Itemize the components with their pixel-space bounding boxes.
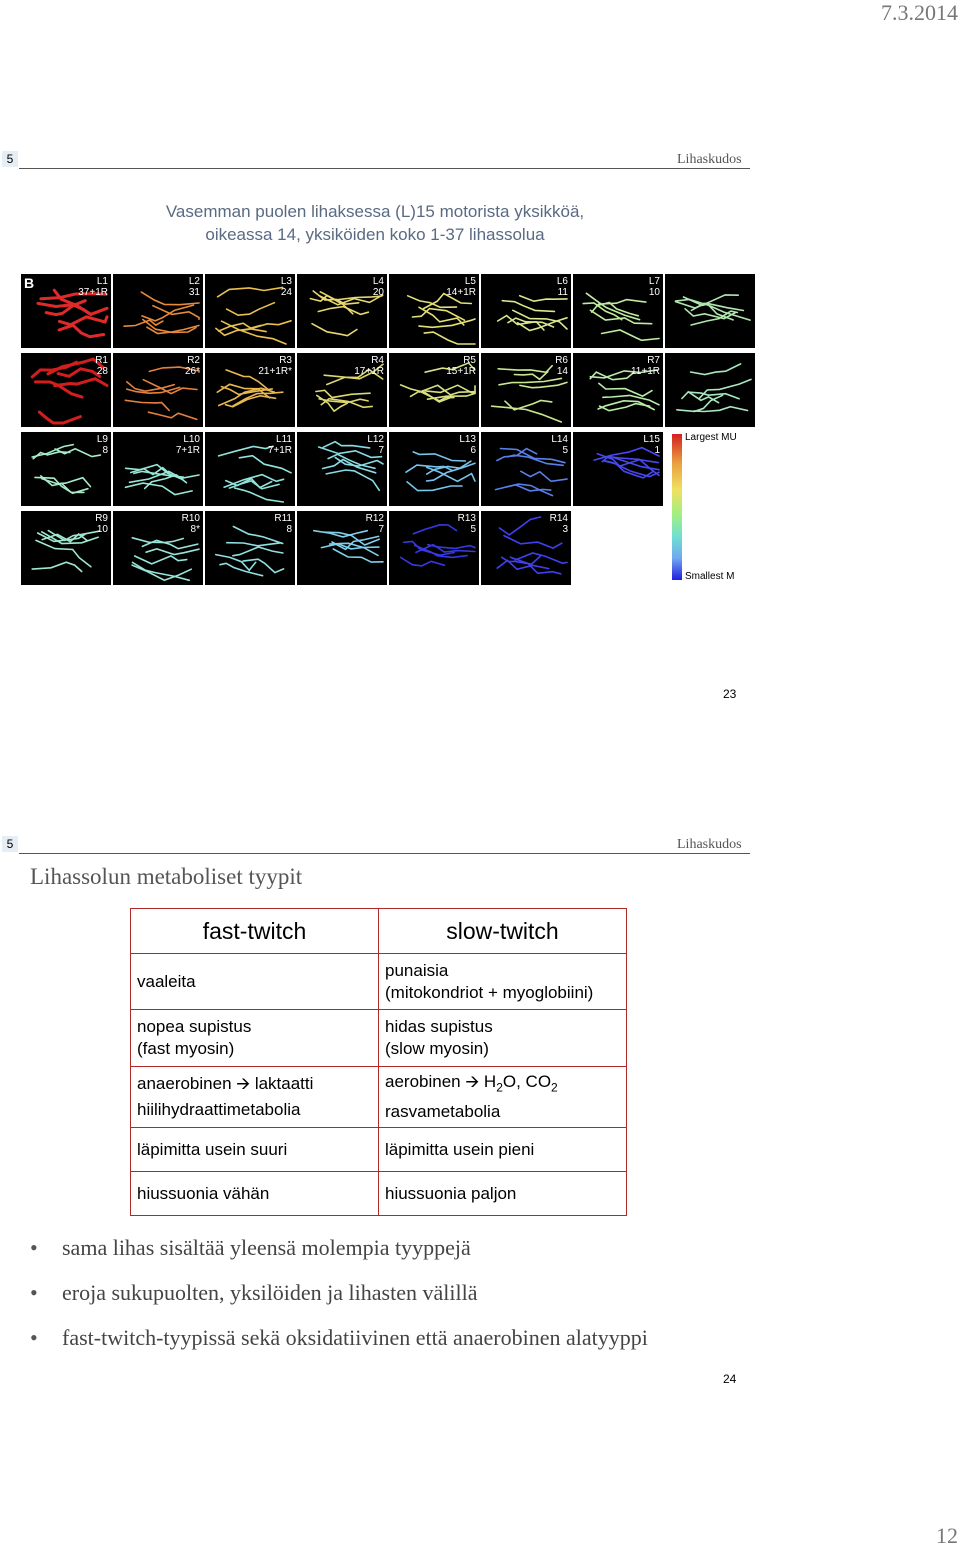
- motor-unit-panel: [297, 353, 387, 427]
- table-cell: [379, 1067, 627, 1128]
- motor-unit-panel: [113, 274, 203, 348]
- panel-label: R7 11+1R: [630, 355, 660, 377]
- table-row: [131, 1067, 627, 1128]
- slide-title: Lihassolun metaboliset tyypit: [30, 864, 303, 889]
- motor-unit-panel: [573, 274, 663, 348]
- motor-unit-branch: [502, 301, 554, 312]
- motor-unit-panel: [205, 353, 295, 427]
- bullet-text: sama lihas sisältää yleensä molempia tyyppejä: [62, 1235, 471, 1260]
- slide-footer-number: 24: [723, 1372, 737, 1386]
- slide-header-label: Lihaskudos: [677, 152, 742, 167]
- formula-text: O, CO: [502, 1072, 552, 1092]
- table-cell: [379, 1010, 627, 1067]
- motor-unit-branch: [143, 380, 197, 394]
- motor-unit-branch: [59, 325, 104, 337]
- motor-unit-panel: [205, 432, 295, 506]
- column-header-fast: fast-twitch: [131, 909, 379, 954]
- panel-label: R13 5: [457, 513, 476, 535]
- panel-label: L9 8: [96, 434, 108, 456]
- cell-text: hiilihydraattimetabolia: [137, 1100, 301, 1119]
- panel-letter: B: [24, 275, 35, 291]
- cell-text: [137, 1073, 372, 1095]
- motor-unit-branch: [218, 287, 283, 296]
- table-cell: [379, 1128, 627, 1172]
- panel-label: L10 7+1R: [175, 434, 200, 456]
- motor-unit-panel: [205, 511, 295, 585]
- cell-text: rasvametabolia: [385, 1101, 501, 1121]
- motor-unit-branch: [126, 483, 193, 495]
- panel-label: R12 7: [365, 513, 384, 535]
- panel-label: L12 7: [367, 434, 384, 456]
- bullet-text: fast-twitch-tyypissä sekä oksidatiivinen että anaerobinen alatyyppi: [62, 1325, 648, 1350]
- bullet-icon: •: [30, 1235, 38, 1260]
- list-item: [30, 1234, 650, 1261]
- cell-text: hiussuonia vähän: [137, 1183, 270, 1203]
- cell-text: aerobinen: [385, 1072, 461, 1092]
- panel-label: R2 26*: [184, 355, 200, 377]
- motor-unit-branch: [599, 383, 652, 396]
- table-cell: [131, 954, 379, 1010]
- motor-unit-branch: [401, 558, 445, 566]
- motor-unit-panel: [481, 432, 571, 506]
- figure-caption: [110, 200, 640, 246]
- motor-unit-panel: [389, 353, 479, 427]
- formula-subscript: 2: [551, 1080, 558, 1095]
- motor-unit-panel: [573, 353, 663, 427]
- cell-text: vaaleita: [137, 971, 196, 991]
- motor-unit-panel: [113, 353, 203, 427]
- cell-text: hidas supistus: [385, 1017, 493, 1036]
- cell-text: (fast myosin): [137, 1039, 235, 1058]
- colorbar-top-label: Largest MU: [685, 432, 737, 443]
- cell-text: (mitokondriot + myoglobiini): [385, 982, 594, 1002]
- panel-label: R1 28: [95, 355, 108, 377]
- motor-unit-panel: [113, 432, 203, 506]
- panel-label: R6 14: [555, 355, 568, 377]
- cell-text: punaisia: [385, 960, 449, 980]
- motor-unit-branch: [220, 563, 263, 575]
- panel-label: L14 5: [551, 434, 568, 456]
- motor-unit-branch: [316, 390, 370, 397]
- motor-unit-branch: [407, 482, 462, 491]
- motor-unit-branch-drawing: [665, 274, 755, 348]
- motor-unit-branch: [492, 406, 562, 422]
- motor-unit-branch: [691, 311, 737, 325]
- motor-unit-branch: [148, 412, 196, 419]
- table-row: [131, 1010, 627, 1067]
- slide-number: 5: [2, 151, 18, 167]
- motor-unit-branch: [676, 299, 734, 320]
- slide-header-rule: [19, 168, 750, 169]
- motor-unit-branch: [504, 536, 562, 549]
- cell-text: nopea supistus: [137, 1017, 252, 1036]
- list-item: [30, 1279, 650, 1306]
- cell-text: [385, 1071, 620, 1098]
- motor-unit-branch: [219, 446, 274, 456]
- motor-unit-branch: [326, 470, 379, 490]
- bullet-icon: •: [30, 1325, 38, 1350]
- motor-unit-branch: [684, 297, 744, 311]
- panel-label: L5 14+1R: [446, 276, 476, 298]
- motor-unit-panel: [389, 274, 479, 348]
- panel-label: L7 10: [648, 276, 660, 298]
- motor-unit-branch: [130, 471, 200, 482]
- motor-unit-branch: [55, 379, 107, 386]
- motor-unit-panel: [21, 432, 111, 506]
- motor-unit-branch: [153, 306, 199, 320]
- cell-text: läpimitta usein pieni: [385, 1139, 535, 1159]
- motor-unit-branch: [39, 412, 80, 423]
- motor-unit-branch: [124, 320, 163, 326]
- motor-unit-branch: [146, 549, 199, 555]
- table-cell: [131, 1010, 379, 1067]
- motor-unit-branch: [499, 378, 561, 384]
- motor-unit-panel: [481, 353, 571, 427]
- motor-unit-branch: [413, 525, 456, 534]
- motor-unit-branch: [498, 366, 552, 373]
- header-date: 7.3.2014: [881, 0, 958, 25]
- motor-unit-branch: [603, 395, 659, 404]
- panel-label: L6 11: [556, 276, 568, 298]
- caption-line: Vasemman puolen lihaksessa (L)15 motorista yksikköä,: [165, 202, 585, 221]
- panel-label: R14 3: [549, 513, 568, 535]
- motor-unit-panel: [389, 432, 479, 506]
- panel-label: R5 15+1R: [446, 355, 476, 377]
- slide-number: 5: [2, 836, 18, 852]
- motor-unit-branch: [233, 547, 283, 556]
- motor-unit-branch: [227, 543, 281, 546]
- motor-unit-branch: [424, 332, 475, 344]
- motor-unit-branch: [590, 310, 651, 323]
- motor-unit-branch: [135, 556, 187, 564]
- list-item: [30, 1324, 650, 1351]
- panel-label: R3 21+1R*: [258, 355, 292, 377]
- table-cell: [379, 954, 627, 1010]
- table-cell: [131, 1128, 379, 1172]
- motor-unit-branch: [314, 531, 368, 537]
- motor-unit-panel: [389, 511, 479, 585]
- motor-unit-branch: [227, 303, 275, 316]
- motor-unit-panel: [481, 511, 571, 585]
- arrow-icon: 🡪: [465, 1072, 480, 1092]
- motor-unit-branch: [318, 307, 368, 315]
- motor-unit-figure: [20, 272, 738, 588]
- caption-line: oikeassa 14, yksiköiden koko 1-37 lihassolua: [205, 225, 545, 244]
- slide-header-label: Lihaskudos: [677, 837, 742, 852]
- motor-unit-branch: [413, 452, 465, 461]
- table-row: [131, 1128, 627, 1172]
- panel-label: L15 1: [643, 434, 660, 456]
- motor-unit-branch: [602, 330, 659, 340]
- motor-unit-panel: [297, 511, 387, 585]
- motor-unit-panel: [21, 511, 111, 585]
- table-cell: [131, 1067, 379, 1128]
- panel-label: L1 37+1R: [78, 276, 108, 298]
- slide-footer-number: 23: [723, 687, 737, 701]
- motor-unit-branch: [125, 400, 169, 410]
- table-row: [131, 954, 627, 1010]
- page-number: 12: [936, 1523, 958, 1548]
- motor-unit-branch: [60, 317, 108, 325]
- motor-unit-branch: [521, 471, 567, 481]
- bullet-icon: •: [30, 1280, 38, 1305]
- panel-label: L4 20: [372, 276, 384, 298]
- motor-unit-branch: [312, 324, 357, 336]
- motor-unit-branch: [323, 442, 369, 448]
- panel-label: L2 31: [188, 276, 200, 298]
- cell-text: läpimitta usein suuri: [137, 1139, 288, 1159]
- table-cell: [379, 1172, 627, 1216]
- bullet-text: eroja sukupuolten, yksilöiden ja lihasten välillä: [62, 1280, 478, 1305]
- motor-unit-branch: [333, 549, 383, 562]
- motor-unit-branch: [598, 401, 654, 410]
- table-row: [131, 909, 627, 954]
- table-cell: [131, 1172, 379, 1216]
- motor-unit-branch: [239, 456, 291, 473]
- panel-label: R11 8: [274, 513, 292, 535]
- motor-unit-panel: [481, 274, 571, 348]
- motor-unit-panel: [21, 353, 111, 427]
- motor-unit-branch-drawing: [665, 353, 755, 427]
- formula-subscript: 2: [496, 1080, 503, 1095]
- motor-unit-branch: [496, 485, 551, 491]
- motor-unit-branch: [691, 364, 741, 375]
- column-header-slow: slow-twitch: [379, 909, 627, 954]
- panel-label: R4 17+1R: [354, 355, 384, 377]
- motor-unit-panel: [113, 511, 203, 585]
- motor-unit-panel: [665, 274, 755, 348]
- motor-unit-branch: [32, 445, 73, 457]
- cell-text: hiussuonia paljon: [385, 1183, 517, 1203]
- fiber-type-table: [130, 908, 627, 1216]
- cell-text: anaerobinen: [137, 1074, 232, 1093]
- cell-text: (slow myosin): [385, 1039, 489, 1058]
- motor-unit-panel: [297, 274, 387, 348]
- motor-unit-panel: [21, 274, 111, 348]
- motor-unit-branch: [58, 369, 100, 377]
- formula-text: H: [483, 1072, 497, 1092]
- arrow-icon: 🡪: [236, 1074, 251, 1093]
- cell-text: laktaatti: [254, 1074, 314, 1093]
- colorbar-bottom-label: Smallest M: [685, 571, 735, 582]
- panel-label: L3 24: [280, 276, 292, 298]
- motor-unit-branch: [514, 372, 548, 380]
- panel-label: R10 8*: [181, 513, 200, 535]
- motor-unit-branch: [520, 382, 567, 387]
- bullet-list: [30, 1234, 650, 1351]
- motor-unit-panel: [665, 353, 755, 427]
- motor-unit-panel: [297, 432, 387, 506]
- panel-label: L13 6: [459, 434, 476, 456]
- size-colorbar: [672, 434, 682, 580]
- motor-unit-branch: [235, 488, 284, 502]
- table-row: [131, 1172, 627, 1216]
- panel-label: L11 7+1R: [267, 434, 292, 456]
- motor-unit-branch: [499, 517, 540, 535]
- panel-label: R9 10: [95, 513, 108, 535]
- motor-unit-panel: [573, 432, 663, 506]
- slide-header-rule: [19, 853, 750, 854]
- motor-unit-branch: [32, 562, 81, 571]
- motor-unit-panel: [205, 274, 295, 348]
